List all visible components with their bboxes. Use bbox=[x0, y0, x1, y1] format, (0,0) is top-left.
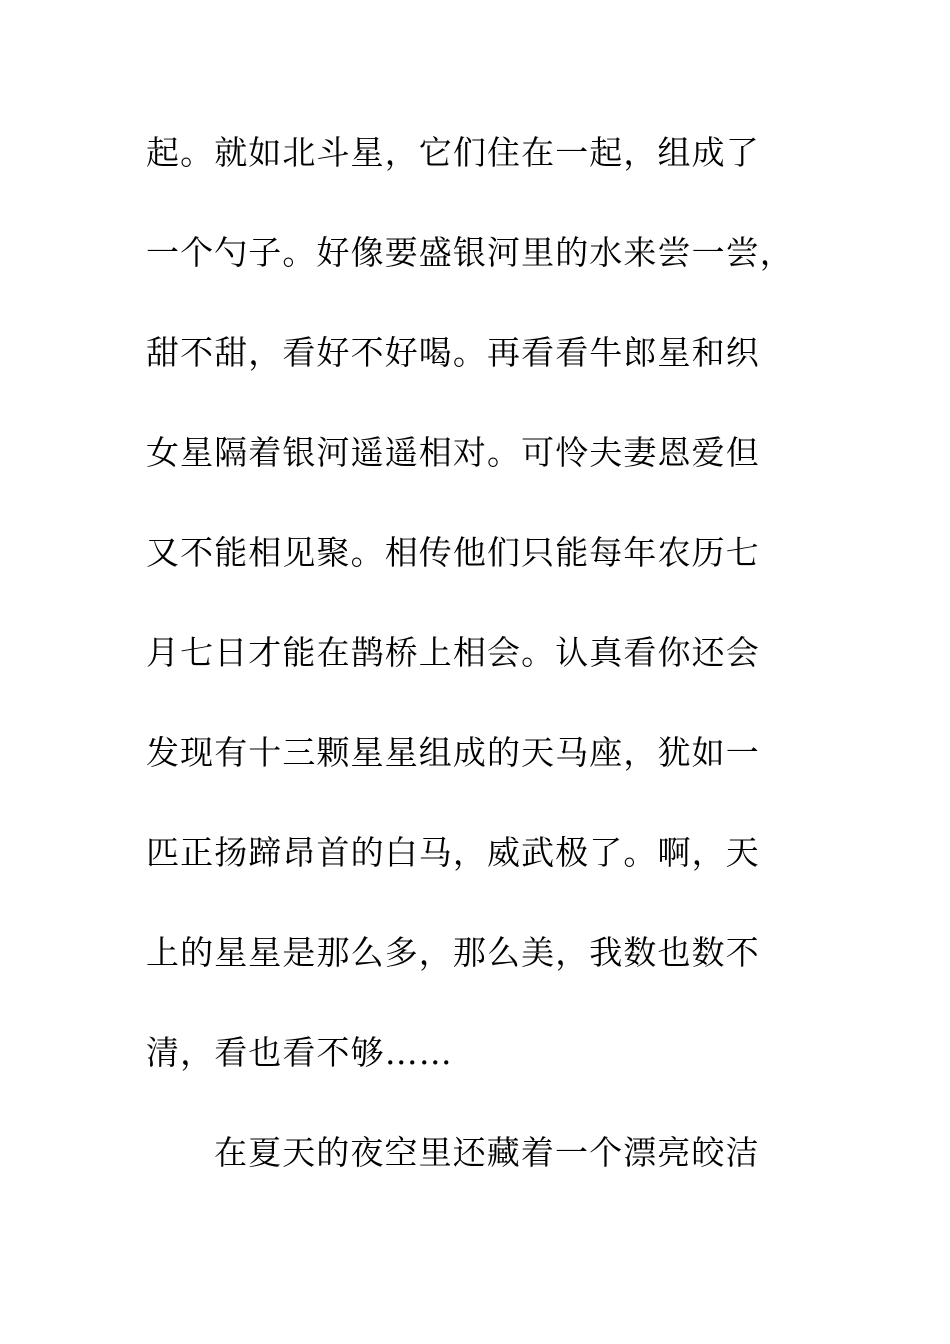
text-line: 月七日才能在鹊桥上相会。认真看你还会 bbox=[146, 633, 760, 672]
text-line: 清，看也看不够…… bbox=[146, 1033, 453, 1072]
text-line: 匹正扬蹄昂首的白马，威武极了。啊，天 bbox=[146, 833, 760, 872]
paragraph-start-line: 在夏天的夜空里还藏着一个漂亮皎洁 bbox=[214, 1133, 760, 1172]
text-line: 又不能相见聚。相传他们只能每年农历七 bbox=[146, 533, 760, 572]
text-line: 一个勺子。好像要盛银河里的水来尝一尝， bbox=[146, 233, 794, 272]
text-line: 女星隔着银河遥遥相对。可怜夫妻恩爱但 bbox=[146, 433, 760, 472]
text-line: 甜不甜，看好不好喝。再看看牛郎星和织 bbox=[146, 333, 760, 372]
body-text bbox=[146, 120, 794, 1220]
text-line: 发现有十三颗星星组成的天马座，犹如一 bbox=[146, 733, 760, 772]
text-line: 起。就如北斗星，它们住在一起，组成了 bbox=[146, 133, 760, 172]
text-line: 上的星星是那么多，那么美，我数也数不 bbox=[146, 933, 760, 972]
